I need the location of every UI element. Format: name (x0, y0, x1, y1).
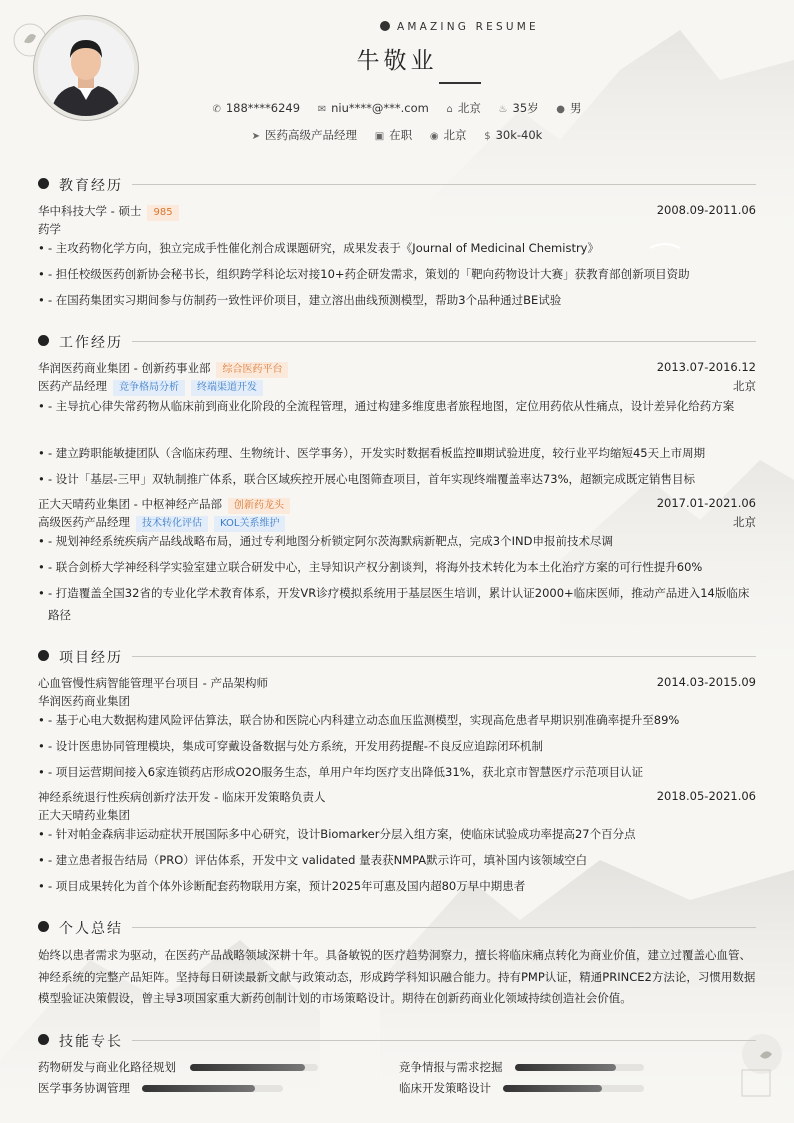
section-title: 个人总结 (59, 921, 123, 937)
gender-icon: ● (556, 104, 566, 115)
section-divider (132, 927, 756, 928)
resume-tagline: AMAZING RESUME (380, 21, 539, 33)
company-name: 华润医药商业集团 - 创新药事业部 (38, 361, 211, 375)
skill-bar-fill (190, 1064, 305, 1071)
bullet-icon: • (38, 879, 45, 893)
list-item: • - 在国药集团实习期间参与仿制药一致性评价项目，建立溶出曲线预测模型，帮助3个品种通过BE试验 (38, 289, 756, 311)
target-position-item: ➤ 医药高级产品经理 (251, 128, 358, 142)
bullet-icon: • (38, 293, 45, 307)
list-item: • - 针对帕金森病非运动症状开展国际多中心研究，设计Biomarker分层入组方案，使临床试验成功率提高27个百分点 (38, 823, 756, 845)
ink-dot-icon (38, 650, 49, 661)
list-item: • - 主导抗心律失常药物从临床前到商业化阶段的全流程管理，通过构建多维度患者旅程地图，定位用药依从性痛点，设计差异化给药方案 (38, 395, 756, 439)
phone-icon: ✆ (212, 104, 221, 115)
education-period: 2008.09-2011.06 (656, 203, 756, 217)
section-title: 技能专长 (59, 1034, 123, 1050)
bullet-icon: • (38, 713, 45, 727)
section-work (38, 332, 756, 352)
work-city: 北京 (733, 515, 756, 529)
ink-dot-icon (38, 921, 49, 932)
target-city-item: ◉ 北京 (429, 128, 467, 142)
list-item: • - 担任校级医药创新协会秘书长，组织跨学科论坛对接10+药企研发需求，策划的「靶向药物设计大赛」获教育部创新项目资助 (38, 263, 756, 285)
position: 医药产品经理 (38, 379, 107, 393)
company-tag: 综合医药平台 (216, 362, 288, 378)
ink-dot-icon (38, 335, 49, 346)
company-name: 正大天晴药业集团 - 中枢神经产品部 (38, 497, 222, 511)
skill-bar-fill (515, 1064, 616, 1071)
skill-tag: 终端渠道开发 (191, 380, 263, 396)
job-intent-row (0, 127, 794, 143)
bullet-icon: • (38, 560, 45, 574)
skill-bar (503, 1085, 644, 1092)
section-divider (132, 184, 756, 185)
section-divider (132, 656, 756, 657)
major: 药学 (38, 222, 61, 236)
section-projects (38, 647, 756, 667)
section-summary (38, 918, 756, 938)
bullet-icon: • (38, 853, 45, 867)
project-org: 正大天晴药业集团 (38, 808, 130, 822)
skill-bar (142, 1085, 283, 1092)
skill-label: 竞争情报与需求挖掘 (399, 1060, 503, 1074)
work-header (38, 360, 756, 378)
bullet-icon: • (38, 534, 45, 548)
skill-label: 药物研发与商业化路径规划 (38, 1060, 176, 1074)
location-icon: ◉ (429, 131, 439, 142)
bullet-icon: • (38, 765, 45, 779)
section-education (38, 175, 756, 195)
project-org: 华润医药商业集团 (38, 694, 130, 708)
briefcase-icon: ▣ (374, 131, 385, 142)
section-skills (38, 1031, 756, 1051)
skill-label: 医学事务协调管理 (38, 1081, 130, 1095)
skill-tag: 技术转化评估 (136, 516, 208, 532)
list-item: • - 基于心电大数据构建风险评估算法，联合协和医院心内科建立动态血压监测模型，实现高危患者早期识别准确率提升至89% (38, 709, 756, 731)
name-divider (439, 82, 481, 84)
list-item: • - 建立跨职能敏捷团队（含临床药理、生物统计、医学事务），开发实时数据看板监控Ⅲ期试验进度，较行业平均缩短45天上市周期 (38, 442, 756, 464)
skill-bar-fill (142, 1085, 255, 1092)
project-title: 心血管慢性病智能管理平台项目 - 产品架构师 (38, 676, 268, 690)
list-item: • - 主攻药物化学方向，独立完成手性催化剂合成课题研究，成果发表于《Journal of Medicinal Chemistry》 (38, 237, 756, 259)
project-title: 神经系统退行性疾病创新疗法开发 - 临床开发策略负责人 (38, 790, 326, 804)
skill-bar (190, 1064, 318, 1071)
bullet-icon: • (38, 472, 45, 486)
work-city: 北京 (733, 379, 756, 393)
mail-icon: ✉ (317, 104, 327, 115)
company-tag: 创新药龙头 (228, 498, 290, 514)
gender-item: ● 男 (556, 101, 582, 115)
skill-tag: 竞争格局分析 (113, 380, 185, 396)
list-item: • - 规划神经系统疾病产品线战略布局，通过专利地图分析锁定阿尔茨海默病新靶点，完成3个IND申报前技术尽调 (38, 530, 756, 552)
bullet-icon: • (38, 399, 45, 413)
send-icon: ➤ (251, 131, 261, 142)
section-title: 项目经历 (59, 650, 123, 666)
list-item: • - 项目成果转化为首个体外诊断配套药物联用方案，预计2025年可惠及国内超80万早中期患者 (38, 875, 756, 897)
contact-info-row (0, 100, 794, 116)
school-tag: 985 (147, 205, 178, 221)
project-period: 2018.05-2021.06 (656, 789, 756, 803)
project-header (38, 789, 756, 807)
section-title: 工作经历 (59, 335, 123, 351)
list-item: • - 打造覆盖全国32省的专业化学术教育体系，开发VR诊疗模拟系统用于基层医生培训，累计认证2000+临床医师，推动产品进入14版临床路径 (38, 582, 756, 626)
bullet-icon: • (38, 586, 45, 600)
section-title: 教育经历 (59, 178, 123, 194)
work-period: 2017.01-2021.06 (656, 496, 756, 510)
list-item: • - 建立患者报告结局（PRO）评估体系，开发中文 validated 量表获NMPA默示许可，填补国内该领域空白 (38, 849, 756, 871)
bullet-icon: • (38, 241, 45, 255)
list-item: • - 设计「基层-三甲」双轨制推广体系，联合区域疾控开展心电图筛查项目，首年实现终端覆盖率达73%，超额完成既定销售目标 (38, 468, 756, 490)
skill-item (399, 1059, 644, 1077)
status-item: ▣ 在职 (374, 128, 413, 142)
ink-dot-icon (38, 1034, 49, 1045)
skill-bar-fill (503, 1085, 602, 1092)
list-item: • - 项目运营期间接入6家连锁药店形成O2O服务生态，单用户年均医疗支出降低31%，获北京市智慧医疗示范项目认证 (38, 761, 756, 783)
bullet-icon: • (38, 267, 45, 281)
money-icon: $ (484, 131, 491, 142)
email-item: ✉ niu****@***.com (317, 101, 429, 115)
summary-text: 始终以患者需求为驱动，在医药产品战略领域深耕十年。具备敏锐的医疗趋势洞察力，擅长将临床痛点转化为商业价值，建立过覆盖心血管、神经系统的完整产品矩阵。坚持每日研读最新文献与政策动态，形成跨学科知识融合能力。持有PMP认证，精通PRINCE2方法论，习惯用数据模型验证决策假设，曾主导3项国家重大新药创制计划的市场策略设计。期待在创新药商业化领域持续创造社会价值。 (38, 948, 756, 1005)
work-period: 2013.07-2016.12 (656, 360, 756, 374)
candidate-name: 牛敬业 (356, 48, 438, 74)
skill-item (399, 1080, 644, 1098)
bullet-icon: • (38, 739, 45, 753)
skill-item (38, 1059, 318, 1077)
list-item: • - 设计医患协同管理模块，集成可穿戴设备数据与处方系统，开发用药提醒-不良反应追踪闭环机制 (38, 735, 756, 757)
bullet-icon: • (38, 827, 45, 841)
school-name: 华中科技大学 - 硕士 (38, 204, 142, 218)
bullet-icon: • (38, 446, 45, 460)
position: 高级医药产品经理 (38, 515, 130, 529)
project-period: 2014.03-2015.09 (656, 675, 756, 689)
hometown-item: ⌂ 北京 (446, 101, 481, 115)
section-divider (132, 1040, 756, 1041)
phone-item: ✆ 188****6249 (212, 101, 301, 115)
section-divider (132, 341, 756, 342)
project-header (38, 675, 756, 693)
work-position-row (38, 378, 756, 396)
skill-item (38, 1080, 283, 1098)
salary-item: $ 30k-40k (484, 128, 543, 142)
cake-icon: ♨ (498, 104, 508, 115)
skill-bar (515, 1064, 644, 1071)
list-item: • - 联合剑桥大学神经科学实验室建立联合研发中心，主导知识产权分割谈判，将海外技术转化为本土化治疗方案的可行性提升60% (38, 556, 756, 578)
education-header (38, 203, 756, 221)
skill-tag: KOL关系维护 (214, 516, 285, 532)
skill-label: 临床开发策略设计 (399, 1081, 491, 1095)
age-item: ♨ 35岁 (498, 101, 539, 115)
ink-dot-icon (380, 21, 390, 31)
home-icon: ⌂ (446, 104, 453, 115)
ink-dot-icon (38, 178, 49, 189)
work-header (38, 496, 756, 514)
